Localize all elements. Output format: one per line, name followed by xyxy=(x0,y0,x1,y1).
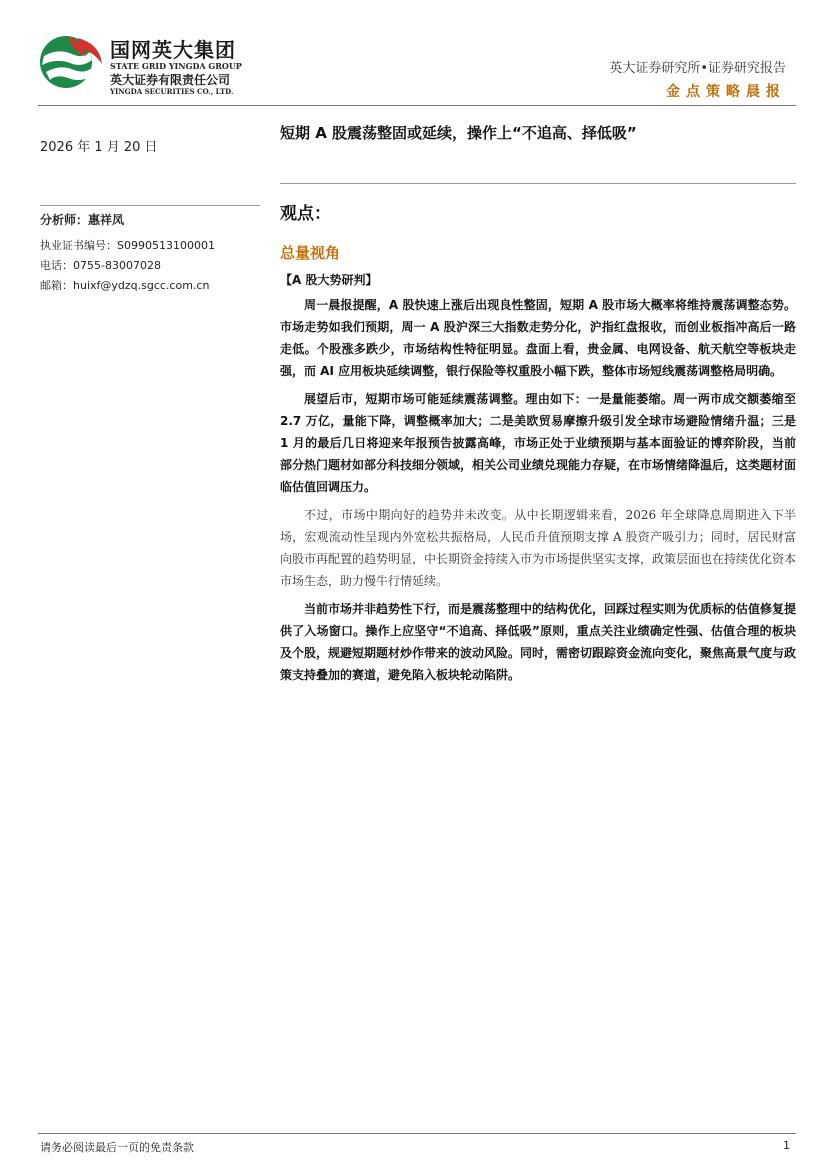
main-content xyxy=(280,199,796,692)
globe-logo-icon xyxy=(38,34,104,90)
report-series: 金点策略晨报 xyxy=(666,84,786,100)
viewpoint-heading: 观点： xyxy=(280,204,331,224)
logo-group-en: STATE GRID YINGDA GROUP xyxy=(110,61,242,71)
paragraph-3: 不过，市场中期向好的趋势并未改变。从中长期逻辑来看，2026 年全球降息周期进入下半场，宏观流动性呈现内外宽松共振格局，人民币升值预期支撑 A 股资产吸引力；同时，居民财富向股市再配置的趋势明显，中长期资金持续入市为市场提供坚实支撑，政策层面也在持续优化资本市场生态，助力慢牛行情延续。 xyxy=(280,508,797,588)
title-divider xyxy=(280,183,796,184)
institute-label: 英大证券研究所•证券研究报告 xyxy=(609,61,786,76)
logo-group-cn: 国网英大集团 xyxy=(110,38,236,62)
company-logo xyxy=(38,30,258,100)
analyst-name: 分析师：惠祥凤 xyxy=(40,213,125,227)
sidebar-divider xyxy=(40,205,260,206)
logo-company-en: YINGDA SECURITIES CO., LTD. xyxy=(110,87,234,96)
header-divider xyxy=(38,105,796,106)
subsection-heading: 【A 股大势研判】 xyxy=(280,273,378,287)
analyst-info xyxy=(40,210,270,296)
analyst-license: 执业证书编号：S0990513100001 xyxy=(40,239,215,252)
logo-company-cn: 英大证券有限责任公司 xyxy=(110,73,231,87)
page-number: 1 xyxy=(783,1139,790,1152)
disclaimer-note: 请务必阅读最后一页的免责条款 xyxy=(40,1141,194,1154)
footer-divider xyxy=(38,1133,796,1134)
section-heading: 总量视角 xyxy=(280,244,341,262)
paragraph-4: 当前市场并非趋势性下行，而是震荡整理中的结构优化，回踩过程实则为优质标的估值修复提供了入场窗口。操作上应坚守“不追高、择低吸”原则，重点关注业绩确定性强、估值合理的板块及个股，规避短期题材炒作带来的波动风险。同时，需密切跟踪资金流向变化，聚焦高景气度与政策支持叠加的赛道，避免陷入板块轮动陷阱。 xyxy=(280,602,797,682)
analyst-phone: 电话：0755-83007028 xyxy=(40,259,161,272)
report-title: 短期 A 股震荡整固或延续，操作上“不追高、择低吸” xyxy=(280,124,637,142)
report-date: 2026 年 1 月 20 日 xyxy=(40,140,158,155)
paragraph-1: 周一晨报提醒，A 股快速上涨后出现良性整固，短期 A 股市场大概率将维持震荡调整态势。市场走势如我们预期，周一 A 股沪深三大指数走势分化，沪指红盘报收，而创业板指冲高后一路走低。个股涨多跌少，市场结构性特征明显。盘面上看，贵金属、电网设备、航天航空等板块走强，而 AI 应用板块延续调整，银行保险等权重股小幅下跌，整体市场短线震荡调整格局明确。 xyxy=(280,298,796,378)
paragraph-2: 展望后市，短期市场可能延续震荡调整。理由如下：一是量能萎缩。周一两市成交额萎缩至 2.7 万亿，量能下降，调整概率加大；二是美欧贸易摩擦升级引发全球市场避险情绪升温；三是 1 月的最后几日将迎来年报预告披露高峰，市场正处于业绩预期与基本面验证的博弈阶段，当前部分热门题材如部分科技细分领域，相关公司业绩兑现能力存疑，在市场情绪降温后，这类题材面临估值回调压力。 xyxy=(280,392,797,494)
analyst-email: 邮箱：huixf@ydzq.sgcc.com.cn xyxy=(40,279,210,292)
